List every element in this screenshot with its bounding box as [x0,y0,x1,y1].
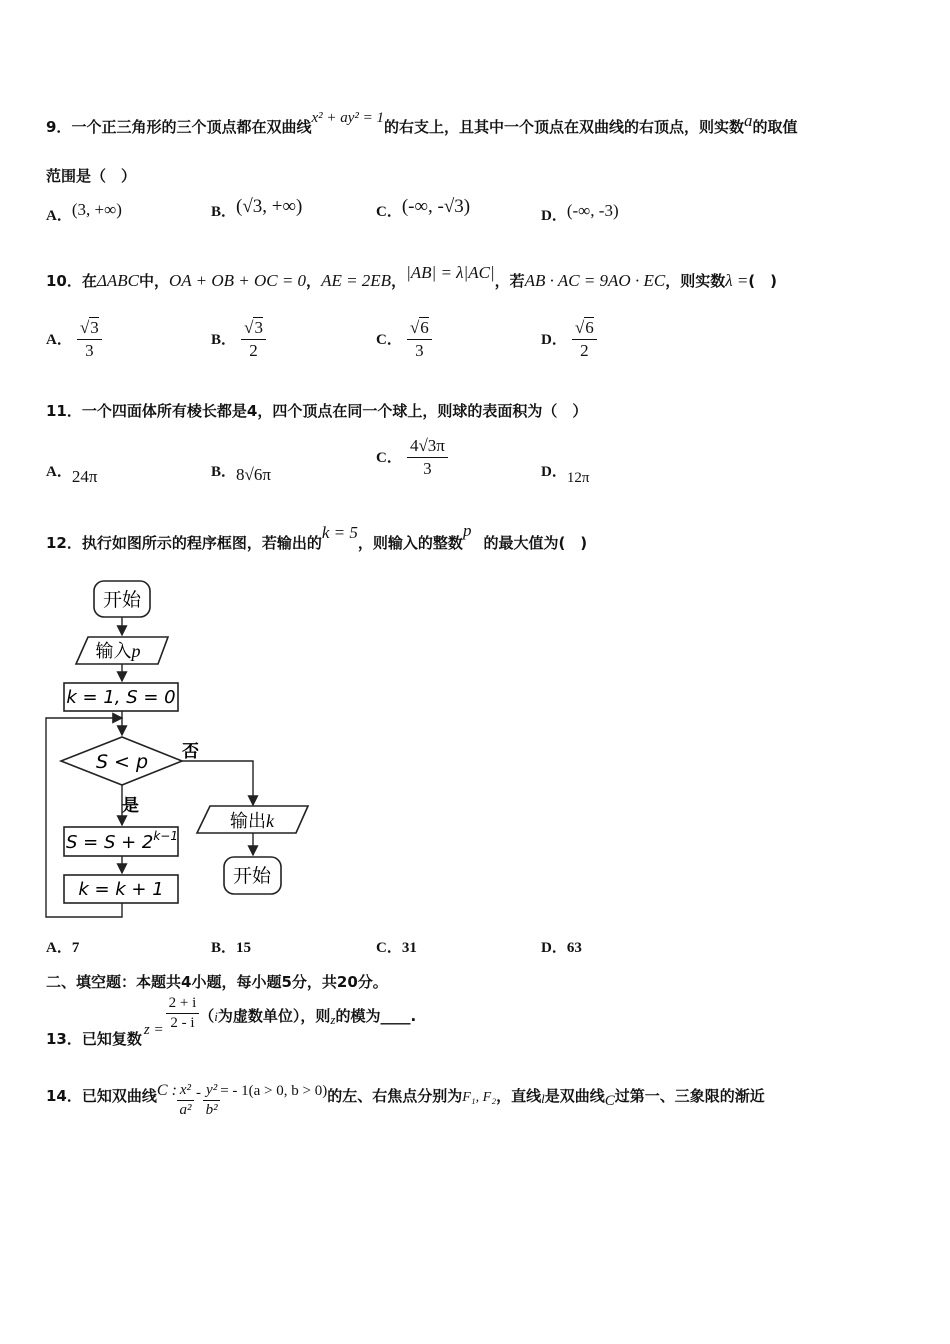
q10-option-c [376,318,432,361]
q11-number: 11． [46,402,82,420]
q10-sep1: ， [306,272,322,290]
q9-var: a [744,111,753,130]
q9-text-b: 的右支上，且其中一个顶点在双曲线的右顶点，则实数 [384,118,745,136]
q9-option-d [541,201,619,225]
q10-sep2: ， [391,272,407,290]
q14-text-c: ，直线 [496,1087,542,1105]
q12-text-a: 执行如图所示的程序框图，若输出的 [81,534,322,552]
q10-text-d: ，则实数 [665,272,726,290]
q11-option-d [541,460,590,486]
q10-option-d-label: D． [541,332,567,348]
q11-option-c-frac: $\frac{4√3\pi}{3}$ [407,436,448,479]
flow-init-label: k = 1, S = 0 [66,687,176,708]
q11-line [46,400,587,421]
flow-start-label: 开始 [102,589,142,611]
q12-option-d-label: D． [541,940,567,956]
q12-option-b [211,936,251,957]
q12-option-c [376,936,417,957]
q9-option-b-label: B． [211,204,237,220]
q13-z-eq: z = [143,1022,164,1038]
q10-option-a-frac: $\frac{√3}{3}$ [77,318,102,361]
q12-text-b: ，则输入的整数 [357,534,463,552]
q9-option-a [46,200,122,225]
q12-line [46,521,588,553]
q14-foci: F₁, F₂ [462,1090,497,1105]
q12-option-b-label: B． [211,940,237,956]
q9-option-c [376,196,471,222]
q12-option-c-value: 31 [401,940,417,956]
q10-line [46,263,778,291]
flow-decision-label: S < p [95,751,149,773]
q14-c-label: C : [156,1082,177,1099]
q9-option-c-label: C． [376,204,402,220]
q11-option-a-value: 24π [71,467,98,486]
q10-text-b: 中， [138,272,169,290]
flow-update-s-label: $S = S + 2^{k-1}$ [66,829,178,853]
q10-option-a-label: A． [46,332,72,348]
q9-option-d-label: D． [541,208,567,224]
q10-option-a [46,318,102,361]
q12-option-c-label: C． [376,940,402,956]
q9-number: 9． [46,118,72,136]
q13-z: z [330,1012,336,1027]
q10-text-c: ，若 [494,272,525,290]
q11-option-b-value: 8√6π [236,465,271,484]
q13-text-b: 为虚数单位），则 [217,1007,331,1025]
q9-option-a-label: A． [46,208,72,224]
flow-no-label: 否 [182,742,199,762]
q9-text-a: 一个正三角形的三个顶点都在双曲线 [71,118,312,136]
q11-option-c-label: C． [376,450,402,466]
q14-c: C [604,1093,615,1109]
flow-update-k-label: k = k + 1 [78,879,164,900]
flow-input-label: 输入p [95,641,141,662]
flow-output-label: 输出k [230,811,274,832]
q9-equation: x² + ay² = 1 [311,110,385,126]
q10-cond1: OA + OB + OC = 0 [169,271,307,290]
q12-p: p [462,521,472,540]
q10-triangle: ΔABC [96,271,139,290]
q9-option-d-value: (-∞, -3) [566,201,619,220]
q10-cond4: AB · AC = 9AO · EC [524,271,666,290]
q13-end: . [410,1007,417,1025]
q14-rhs: = - 1(a > 0, b > 0) [220,1083,328,1099]
q10-text-e: ( ) [748,272,778,290]
q11-text: 一个四面体所有棱长都是4，四个顶点在同一个球上，则球的表面积为（ ） [81,402,588,420]
q10-option-b-frac: $\frac{√3}{2}$ [241,318,266,361]
q13-line [46,995,417,1048]
q12-option-a-value: 7 [71,940,80,956]
q11-option-c [376,436,448,479]
q14-text-d: 是双曲线 [544,1087,605,1105]
q11-option-d-value: 12π [566,470,590,486]
q10-option-c-frac: $\frac{√6}{3}$ [407,318,432,361]
q11-option-b [211,460,271,484]
q10-option-d-frac: $\frac{√6}{2}$ [572,318,597,361]
q9-option-a-value: (3, +∞) [71,200,122,219]
q12-option-b-value: 15 [236,940,252,956]
q10-text-a: 在 [81,272,97,290]
q12-text-c: 的最大值为( ) [483,534,588,552]
q10-cond2: AE = 2EB [321,271,392,290]
q12-option-d-value: 63 [566,940,582,956]
q13-frac: $\frac{2 + i}{2 - i}$ [166,995,200,1032]
q11-option-a [46,460,98,486]
q14-minus: - [196,1085,202,1101]
q10-number: 10． [46,272,82,290]
q14-text-e: 过第一、三象限的渐近 [614,1087,765,1105]
q9-option-b [211,196,303,222]
q14-l: l [541,1091,545,1106]
q14-frac-y: $\frac{\text{y²}}{\text{b²}}$ [203,1082,220,1119]
q10-option-d [541,318,597,361]
flow-yes-label: 是 [122,796,139,816]
q10-option-c-label: C． [376,332,402,348]
q9-option-c-value: (-∞, -√3) [401,196,471,217]
q13-text-c: 的模为 [335,1007,381,1025]
q14-text-a: 已知双曲线 [81,1087,157,1105]
section2-title: 二、填空题：本题共4小题，每小题5分，共20分。 [46,973,388,991]
q13-number: 13． [46,1030,82,1048]
q14-line [46,1082,765,1119]
q9-line2: 范围是（ ） [46,167,137,185]
q13-blank: ____ [380,1007,411,1025]
q14-number: 14． [46,1087,82,1105]
q12-flowchart [40,575,330,925]
q10-lambda: λ = [725,271,749,290]
q9-line1 [46,110,798,137]
q11-option-b-label: B． [211,464,237,480]
q9-option-b-value: (√3, +∞) [236,196,303,217]
q13-text-a: 已知复数 [81,1030,142,1048]
q13-i: i [214,1009,218,1024]
flow-arrow-no [182,761,253,805]
q12-option-a-label: A． [46,940,72,956]
q10-cond3: |AB| = λ|AC| [406,263,495,282]
q11-option-a-label: A． [46,464,72,480]
q10-option-b-label: B． [211,332,237,348]
q12-option-d [541,936,582,957]
q11-option-d-label: D． [541,464,567,480]
q14-frac-x: $\frac{\text{x²}}{\text{a²}}$ [177,1082,194,1119]
q12-k-eq: k = 5 [321,523,358,542]
flow-end-label: 开始 [232,865,272,887]
q12-option-a [46,936,79,957]
q10-option-b [211,318,266,361]
q13-paren-open: （ [199,1007,215,1025]
q9-text-c: 的取值 [752,118,798,136]
q12-number: 12． [46,534,82,552]
q14-text-b: 的左、右焦点分别为 [327,1087,463,1105]
